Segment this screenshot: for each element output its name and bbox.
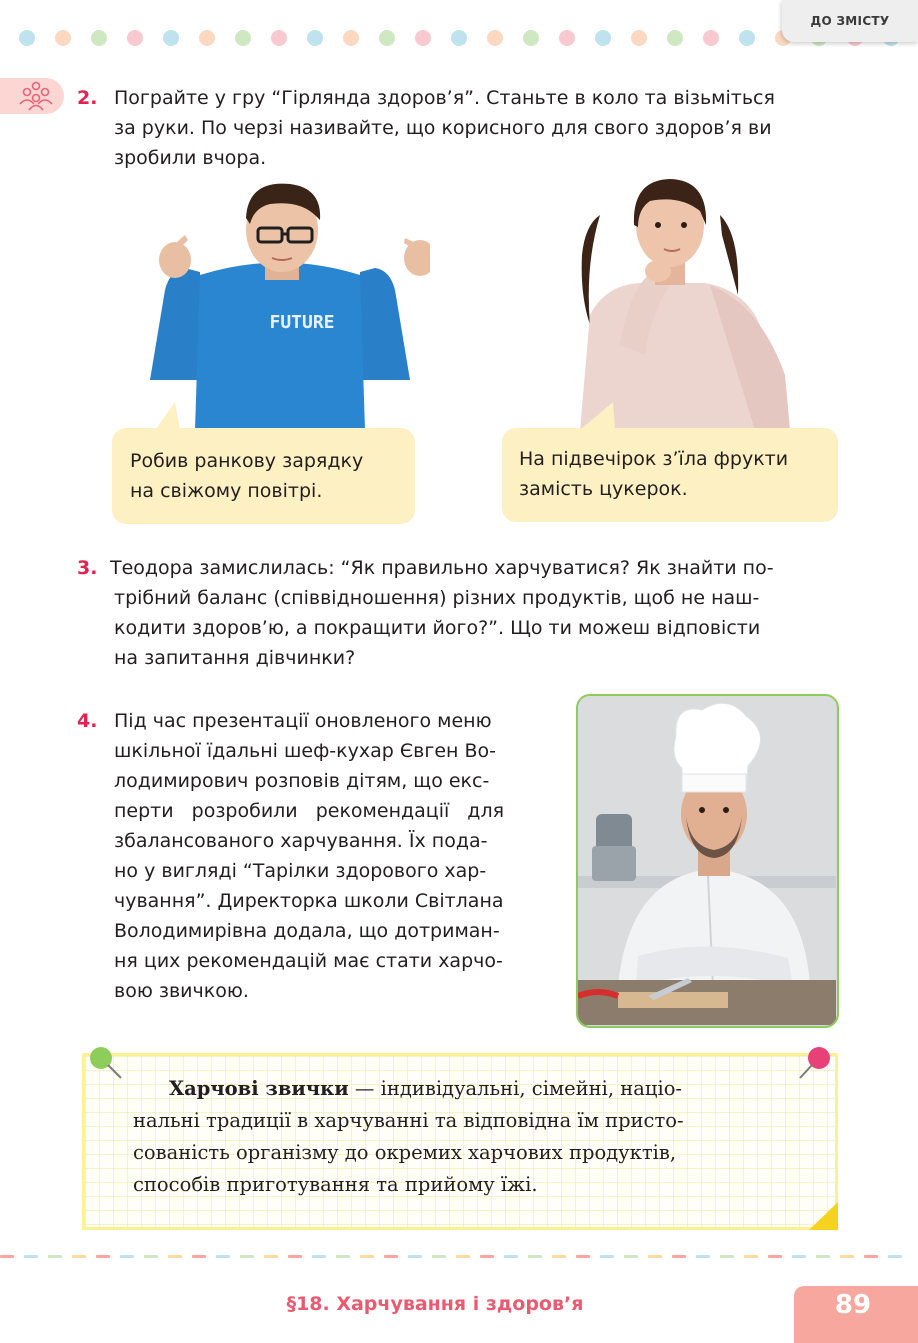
task-line: вою звичкою. [114,980,249,1002]
decor-dot [271,30,287,46]
task-line: Під час презентації оновленого меню [114,710,492,732]
bubble-line: на свіжому повітрі. [130,480,323,502]
task-line: перти розробили рекомендації для [114,800,505,822]
toc-button[interactable]: ДО ЗМІСТУ [782,0,918,42]
pin-red-icon [795,1044,835,1084]
task-line: Володимирівна додала, що дотриман- [114,920,500,942]
bubble-line: замість цукерок. [519,478,688,500]
definition-line: способів приготування та прийому їжі. [133,1173,538,1196]
decor-dash [384,1255,398,1258]
bubble-tail [575,400,635,430]
decor-dash [288,1255,302,1258]
decor-dash [240,1255,254,1258]
task-line: лодимирович розповів дітям, що екс- [114,770,490,792]
decor-dash [600,1255,614,1258]
decor-dash [144,1255,158,1258]
decor-dash [24,1255,38,1258]
decor-dot [379,30,395,46]
decor-dash [120,1255,134,1258]
task-line: зробили вчора. [114,147,267,169]
group-people-icon [16,81,56,111]
definition-term: Харчові звички [169,1077,349,1100]
definition-line: індивідуальні, сімейні, націо- [380,1077,683,1100]
decor-dash [432,1255,446,1258]
chef-photo [576,694,839,1028]
decor-dot [415,30,431,46]
decor-dash [696,1255,710,1258]
boy-shirt-text: FUTURE [269,312,335,333]
decor-dot [523,30,539,46]
bubble-tail [140,400,200,430]
task-line: шкільної їдальні шеф-кухар Євген Во- [114,740,496,762]
decor-dash [624,1255,638,1258]
bubble-line: Робив ранкову зарядку [130,450,364,472]
decor-dash [192,1255,206,1258]
page-number: 89 [834,1290,872,1320]
pin-green-icon [86,1044,126,1084]
task-number: 2. [77,87,98,109]
decor-dot [667,30,683,46]
speech-bubble-boy [112,428,415,524]
decor-dot [127,30,143,46]
decor-dash [504,1255,518,1258]
decor-dash [648,1255,662,1258]
definition-line: сованість організму до окремих харчових продуктів, [133,1141,677,1164]
task-number: 3. [77,557,98,579]
boy-photo [130,180,430,430]
decor-dash [672,1255,686,1258]
task-line: но у вигляді “Тарілки здорового хар- [114,860,487,882]
decor-dot [19,30,35,46]
group-marker [0,78,64,114]
decor-dot [703,30,719,46]
task-number: 4. [77,710,98,732]
decor-dash [336,1255,350,1258]
decor-dash [408,1255,422,1258]
decor-dot [739,30,755,46]
decor-dash [888,1255,902,1258]
decor-dash [720,1255,734,1258]
task-line: чування”. Директорка школи Світлана [114,890,504,912]
decor-dot [595,30,611,46]
decor-dash [48,1255,62,1258]
definition-dash: — [354,1077,375,1100]
decor-dot [55,30,71,46]
decor-dot [487,30,503,46]
bubble-line: На підвечірок з’їла фрукти [519,448,789,470]
decor-dash [528,1255,542,1258]
decor-dot [307,30,323,46]
task-line: на запитання дівчинки? [114,647,356,669]
speech-bubble-girl [502,428,838,522]
decor-dash [456,1255,470,1258]
folded-corner [809,1202,838,1230]
task-line: Пограйте у гру “Гірлянда здоров’я”. Станьте в коло та візьміться [114,87,775,109]
decor-dot [631,30,647,46]
task-line: Теодора замислилась: “Як правильно харчуватися? Як знайти по- [110,557,774,579]
decor-dot [343,30,359,46]
decor-dot [163,30,179,46]
decor-dot [559,30,575,46]
definition-text [133,1073,783,1201]
decor-dash [216,1255,230,1258]
definition-line: нальні традиції в харчуванні та відповідна їм присто- [133,1109,684,1132]
task-line: збалансованого харчування. Їх пода- [114,830,488,852]
decor-dot [235,30,251,46]
task-line: за руки. По черзі називайте, що корисного для свого здоров’я ви [114,117,772,139]
task-line: кодити здоров’ю, а покращити його?”. Що ти можеш відповісти [114,617,761,639]
decor-dash [792,1255,806,1258]
decor-dash [480,1255,494,1258]
decor-dash [72,1255,86,1258]
decor-dash [864,1255,878,1258]
task-line: ня цих рекомендацій має стати харчо- [114,950,503,972]
decor-dash [816,1255,830,1258]
decor-dash [552,1255,566,1258]
decor-dot [199,30,215,46]
decor-dash [0,1255,14,1258]
decor-dash [768,1255,782,1258]
decor-dash [744,1255,758,1258]
bottom-dashes-decoration [0,1254,918,1260]
task-line: трібний баланс (співвідношення) різних продуктів, щоб не наш- [114,587,760,609]
decor-dash [360,1255,374,1258]
chapter-title: §18. Харчування і здоров’я [286,1293,584,1315]
decor-dash [312,1255,326,1258]
decor-dash [576,1255,590,1258]
decor-dash [840,1255,854,1258]
decor-dash [264,1255,278,1258]
decor-dot [451,30,467,46]
girl-photo [560,175,810,430]
decor-dash [168,1255,182,1258]
decor-dot [91,30,107,46]
top-dots-decoration [0,28,918,48]
decor-dash [96,1255,110,1258]
